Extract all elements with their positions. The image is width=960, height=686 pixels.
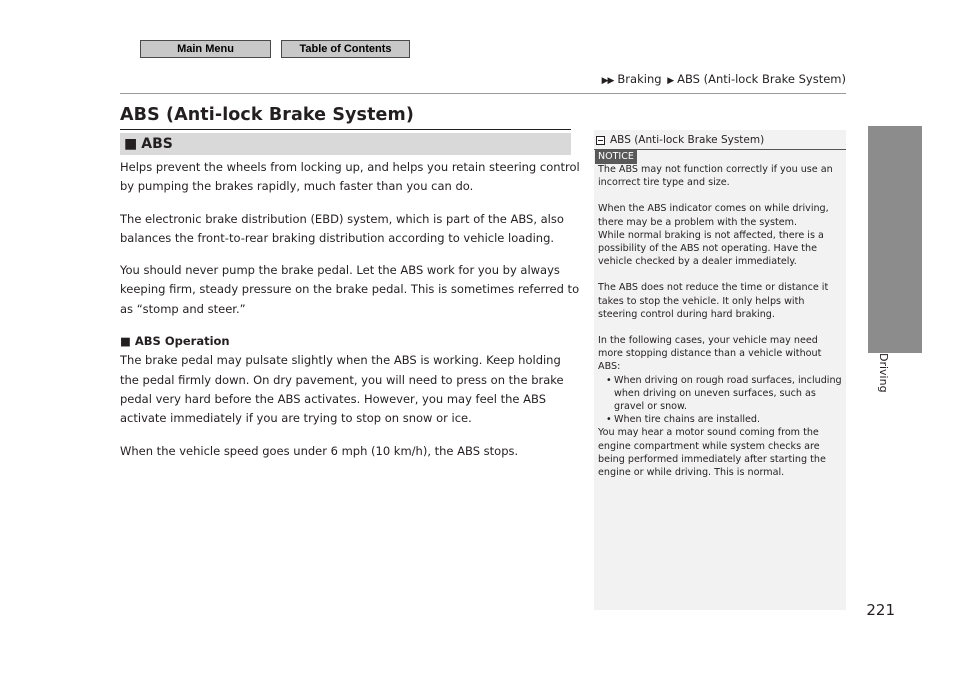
sidebar-heading (594, 132, 846, 148)
section-square-icon: ■ (124, 136, 138, 152)
sidebar-paragraph: When the ABS indicator comes on while driving, there may be a problem with the system. (598, 203, 829, 228)
notice-badge: NOTICE (595, 150, 637, 164)
sidebar-paragraph: You may hear a motor sound coming from the engine compartment while system checks are being performed immediately after starting the engine or while driving. This is normal. (598, 427, 826, 479)
chapter-tab-label: Driving (877, 353, 890, 393)
sidebar-heading-text: ABS (Anti-lock Brake System) (610, 134, 765, 146)
paragraph: The brake pedal may pulsate slightly when the ABS is working. Keep holding the pedal firmly down. On dry pavement, you will need to press on the brake pedal very hard before the ABS activates. However, you may feel the ABS activate immediately if you are trying to stop on snow or ice. (120, 353, 564, 426)
note-box-icon (596, 136, 605, 145)
sidebar-text (598, 163, 844, 479)
title-divider (120, 129, 571, 130)
subsection-square-icon: ■ (120, 334, 131, 349)
sidebar-paragraph: The ABS does not reduce the time or distance it takes to stop the vehicle. It only helps with steering control during hard braking. (598, 282, 829, 320)
main-content (120, 158, 580, 461)
section-title: ABS (141, 136, 173, 152)
subsection-header-abs-operation (120, 332, 580, 351)
paragraph: Helps prevent the wheels from locking up, and helps you retain steering control by pumping the brakes rapidly, much faster than you can do. (120, 160, 580, 194)
chapter-tab[interactable] (868, 126, 922, 353)
breadcrumb (600, 72, 846, 86)
page-title: ABS (Anti-lock Brake System) (120, 105, 414, 125)
breadcrumb-separator-icon: ▶ (667, 76, 674, 86)
notice-text: The ABS may not function correctly if you use an incorrect tire type and size. (598, 164, 833, 189)
sidebar-notes (594, 130, 846, 610)
breadcrumb-current: ABS (Anti-lock Brake System) (677, 72, 846, 86)
breadcrumb-braking-link[interactable]: Braking (617, 72, 662, 86)
page-number: 221 (866, 601, 895, 619)
subsection-title: ABS Operation (134, 334, 230, 349)
table-of-contents-button[interactable]: Table of Contents (281, 40, 410, 58)
paragraph: When the vehicle speed goes under 6 mph (10 km/h), the ABS stops. (120, 443, 519, 458)
header-divider (120, 93, 846, 94)
section-header-abs (120, 133, 571, 155)
breadcrumb-arrow-icon: ▶▶ (601, 76, 614, 86)
sidebar-paragraph: While normal braking is not affected, there is a possibility of the ABS not operating. Have the vehicle checked by a dealer immediately. (598, 229, 824, 268)
paragraph: The electronic brake distribution (EBD) system, which is part of the ABS, also balances the front-to-rear braking distribution according to vehicle loading. (120, 211, 564, 245)
paragraph: You should never pump the brake pedal. Let the ABS work for you by always keeping firm, steady pressure on the brake pedal. This is sometimes referred to as “stomp and steer.” (120, 263, 580, 316)
sidebar-bullet: • When tire chains are installed. (598, 413, 844, 426)
sidebar-bullet: • When driving on rough road surfaces, including when driving on uneven surfaces, such as gravel or snow. (598, 374, 844, 414)
sidebar-paragraph: In the following cases, your vehicle may need more stopping distance than a vehicle without ABS: (598, 335, 822, 373)
main-menu-button[interactable]: Main Menu (140, 40, 271, 58)
